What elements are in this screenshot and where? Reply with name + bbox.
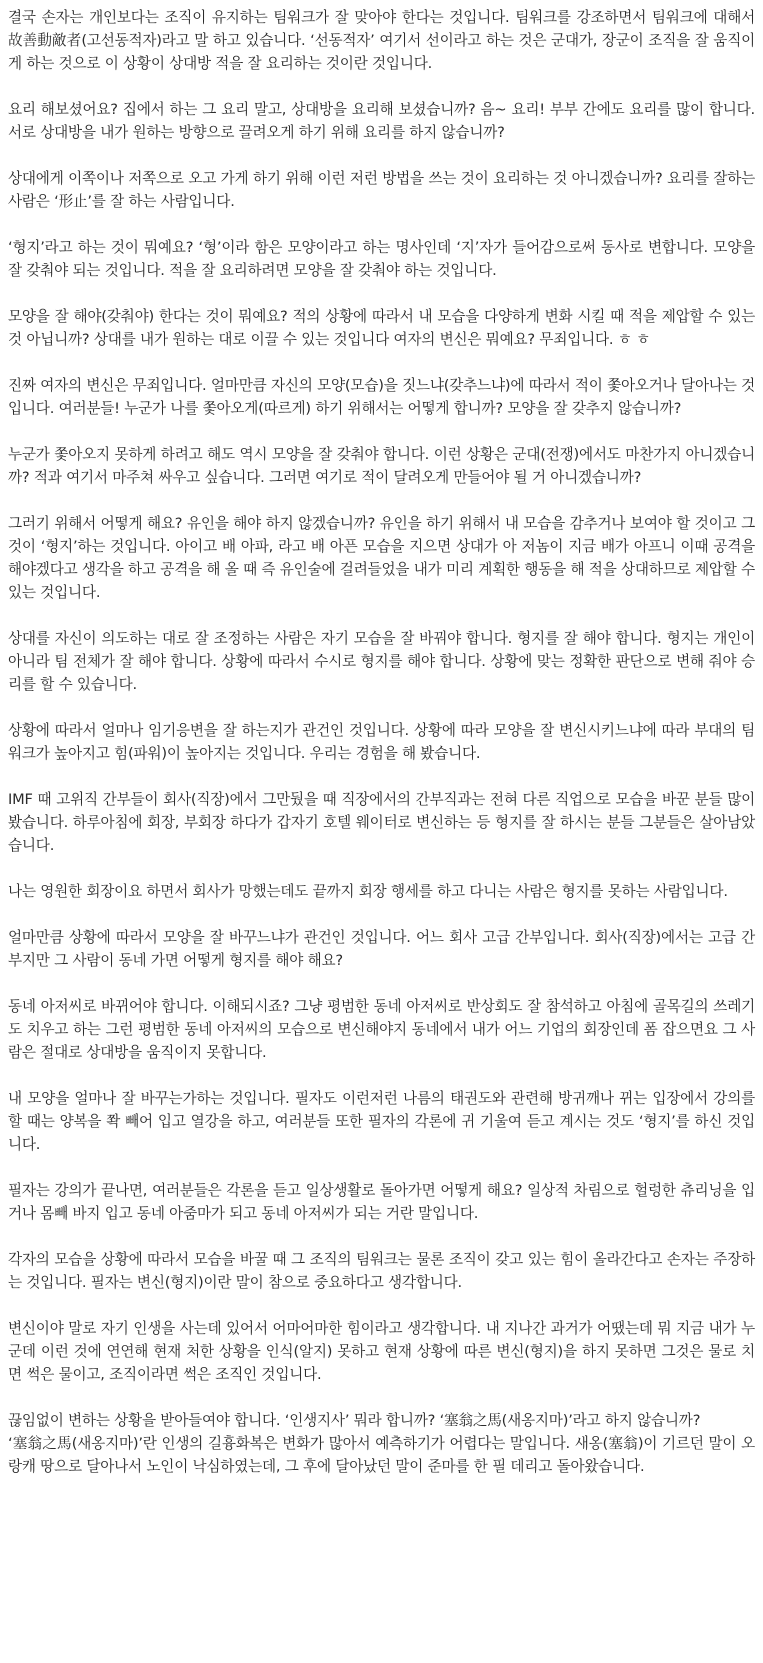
paragraph-18: 변신이야 말로 자기 인생을 사는데 있어서 어마어마한 힘이라고 생각합니다. 내 지나간 과거가 어땠는데 뭐 지금 내가 누군데 이런 것에 연연해 현재 처한 상황을 인식(알지) 못하고 현재 상황에 따른 변신(형지)을 하지 못하면 그것은 물로 치면 썩은 물이고, 조직이라면 썩은 조직인 것입니다. [8, 1320, 755, 1383]
paragraph-5: 모양을 잘 해야(갖춰야) 한다는 것이 뭐예요? 적의 상황에 따라서 내 모습을 다양하게 변화 시킬 때 적을 제압할 수 있는 것 아닙니까? 상대를 내가 원하는 대로 이끌 수 있는 것입니다 여자의 변신은 뭐예요? 무죄입니다. ㅎ ㅎ [8, 308, 755, 348]
paragraph-17: 각자의 모습을 상황에 따라서 모습을 바꿀 때 그 조직의 팀워크는 물론 조직이 갖고 있는 힘이 올라간다고 손자는 주장하는 것입니다. 필자는 변신(형지)이란 말이 참으로 중요하다고 생각합니다. [8, 1251, 755, 1291]
paragraph-15: 내 모양을 얼마나 잘 바꾸는가하는 것입니다. 필자도 이런저런 나름의 태권도와 관련해 방귀깨나 뀌는 입장에서 강의를 할 때는 양복을 쫙 빼어 입고 열강을 하고, 여러분들 또한 필자의 각론에 귀 기울여 듣고 계시는 것도 ‘형지’를 하신 것입니다. [8, 1090, 755, 1153]
paragraph-19: 끊임없이 변하는 상황을 받아들여야 합니다. ‘인생지사’ 뭐라 합니까? ‘塞翁之馬(새옹지마)’라고 하지 않습니까? [8, 1412, 701, 1429]
paragraph-9: 상대를 자신이 의도하는 대로 잘 조정하는 사람은 자기 모습을 잘 바꿔야 합니다. 형지를 잘 해야 합니다. 형지는 개인이 아니라 팀 전체가 잘 해야 합니다. 상황에 따라서 수시로 형지를 해야 합니다. 상황에 맞는 정확한 판단으로 변해 줘야 승리를 할 수 있습니다. [8, 630, 755, 693]
paragraph-13: 얼마만큼 상황에 따라서 모양을 잘 바꾸느냐가 관건인 것입니다. 어느 회사 고급 간부입니다. 회사(직장)에서는 고급 간부지만 그 사람이 동네 가면 어떻게 형지를 해야 해요? [8, 929, 755, 969]
paragraph-10: 상황에 따라서 얼마나 임기응변을 잘 하는지가 관건인 것입니다. 상황에 따라 모양을 잘 변신시키느냐에 따라 부대의 팀워크가 높아지고 힘(파워)이 높아지는 것입니다. 우리는 경험을 해 봤습니다. [8, 722, 755, 762]
paragraph-20: ‘塞翁之馬(새옹지마)’란 인생의 길흉화복은 변화가 많아서 예측하기가 어렵다는 말입니다. 새옹(塞翁)이 기르던 말이 오랑캐 땅으로 달아나서 노인이 낙심하였는데, 그 후에 달아났던 말이 준마를 한 필 데리고 돌아왔습니다. [8, 1435, 755, 1475]
paragraph-2: 요리 해보셨어요? 집에서 하는 그 요리 말고, 상대방을 요리해 보셨습니까? 음~ 요리! 부부 간에도 요리를 많이 합니다. 서로 상대방을 내가 원하는 방향으로 끌려오게 하기 위해 요리를 하지 않습니까? [8, 101, 755, 141]
paragraph-1: 결국 손자는 개인보다는 조직이 유지하는 팀워크가 잘 맞아야 한다는 것입니다. 팀워크를 강조하면서 팀워크에 대해서 故善動敵者(고선동적자)라고 말 하고 있습니다. ‘선동적자’ 여기서 선이라고 하는 것은 군대가, 장군이 조직을 잘 움직이게 하는 것으로 이 상황이 상대방 적을 잘 요리하는 것이란 것입니다. [8, 9, 755, 72]
paragraph-7: 누군가 쫓아오지 못하게 하려고 해도 역시 모양을 잘 갖춰야 합니다. 이런 상황은 군대(전쟁)에서도 마찬가지 아니겠습니까? 적과 여기서 마주쳐 싸우고 싶습니다. 그러면 여기로 적이 달려오게 만들어야 될 거 아니겠습니까? [8, 446, 755, 486]
paragraph-11: IMF 때 고위직 간부들이 회사(직장)에서 그만뒀을 때 직장에서의 간부직과는 전혀 다른 직업으로 모습을 바꾼 분들 많이 봤습니다. 하루아침에 회장, 부회장 하다가 갑자기 호텔 웨이터로 변신하는 등 형지를 잘 하시는 분들 그분들은 살아남았습니다. [8, 791, 755, 854]
paragraph-14: 동네 아저씨로 바뀌어야 합니다. 이해되시죠? 그냥 평범한 동네 아저씨로 반상회도 잘 참석하고 아침에 골목길의 쓰레기도 치우고 하는 그런 평범한 동네 아저씨의 모습으로 변신해야지 동네에서 내가 어느 기업의 회장인데 폼 잡으면요 그 사람은 절대로 상대방을 움직이지 못합니다. [8, 998, 755, 1061]
paragraph-12: 나는 영원한 회장이요 하면서 회사가 망했는데도 끝까지 회장 행세를 하고 다니는 사람은 형지를 못하는 사람입니다. [8, 883, 728, 900]
paragraph-3: 상대에게 이쪽이나 저쪽으로 오고 가게 하기 위해 이런 저런 방법을 쓰는 것이 요리하는 것 아니겠습니까? 요리를 잘하는 사람은 ‘形止’를 잘 하는 사람입니다. [8, 170, 755, 210]
paragraph-16: 필자는 강의가 끝나면, 여러분들은 각론을 듣고 일상생활로 돌아가면 어떻게 해요? 일상적 차림으로 헐렁한 츄리닝을 입거나 몸빼 바지 입고 동네 아줌마가 되고 동네 아저씨가 되는 거란 말입니다. [8, 1182, 755, 1222]
paragraph-8: 그러기 위해서 어떻게 해요? 유인을 해야 하지 않겠습니까? 유인을 하기 위해서 내 모습을 감추거나 보여야 할 것이고 그것이 ‘형지’하는 것입니다. 아이고 배 아파, 라고 배 아픈 모습을 지으면 상대가 아 저놈이 지금 배가 아프니 이때 공격을 해야겠다고 생각을 하고 공격을 해 올 때 즉 유인술에 걸려들었을 내가 미리 계획한 행동을 해 적을 상대하므로 제압할 수 있는 것입니다. [8, 515, 755, 601]
paragraph-6: 진짜 여자의 변신은 무죄입니다. 얼마만큼 자신의 모양(모습)을 짓느냐(갖추느냐)에 따라서 적이 쫓아오거나 달아나는 것입니다. 여러분들! 누군가 나를 쫓아오게(따르게) 하기 위해서는 어떻게 합니까? 모양을 잘 갖추지 않습니까? [8, 377, 755, 417]
paragraph-4: ‘형지’라고 하는 것이 뭐예요? ‘형’이라 함은 모양이라고 하는 명사인데 ‘지’자가 들어감으로써 동사로 변합니다. 모양을 잘 갖춰야 되는 것입니다. 적을 잘 요리하려면 모양을 잘 갖춰야 하는 것입니다. [8, 239, 755, 279]
